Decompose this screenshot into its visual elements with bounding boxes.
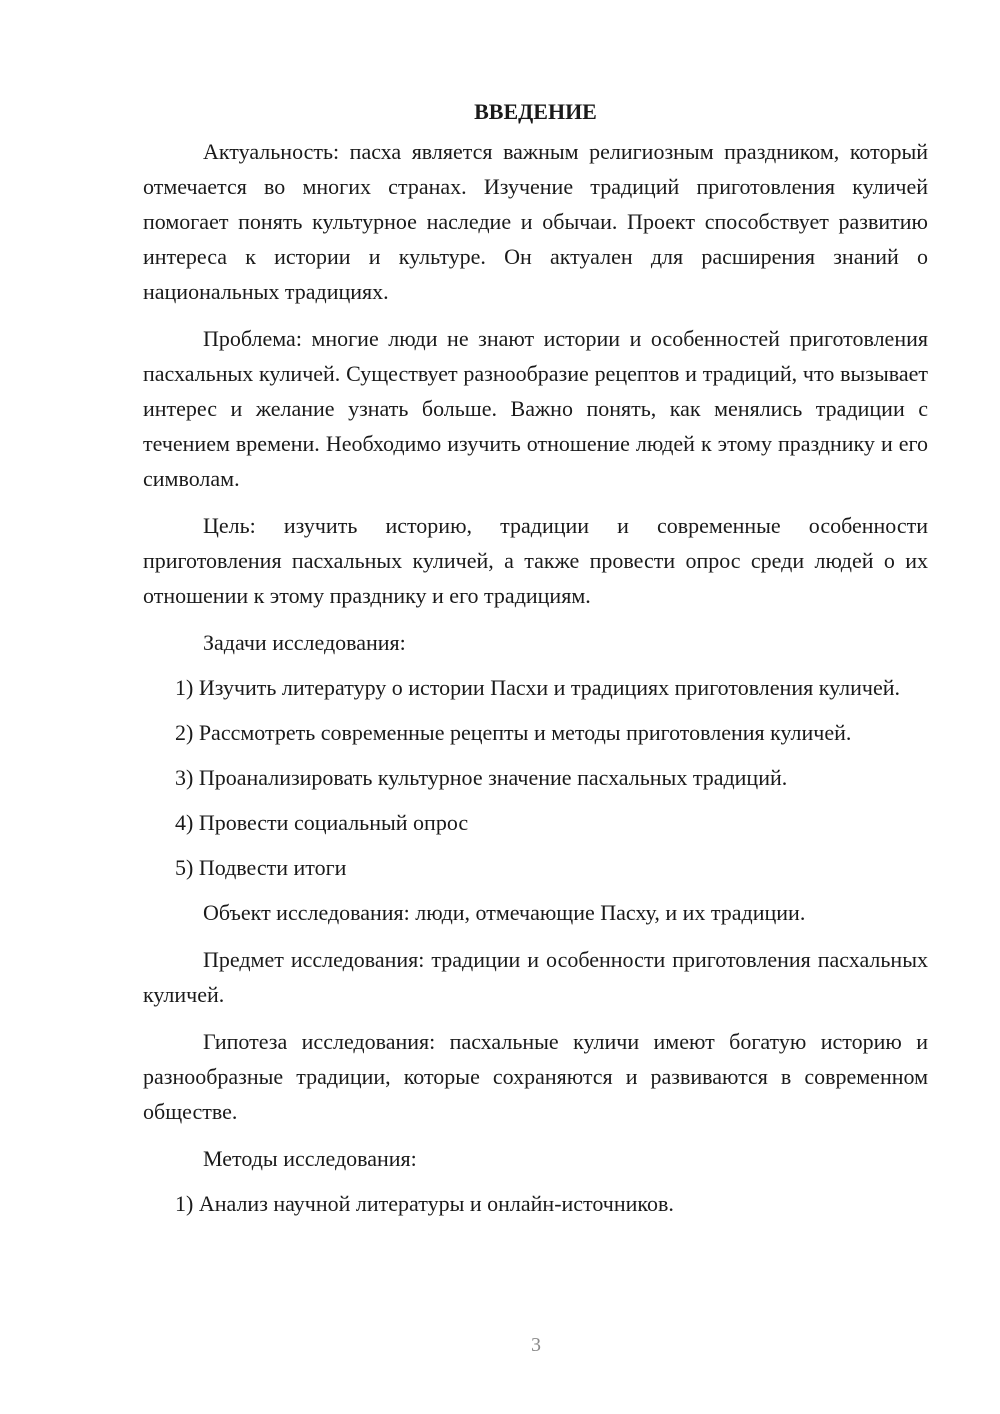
- task-item-2: 2) Рассмотреть современные рецепты и методы приготовления куличей.: [175, 720, 852, 745]
- task-item-1: 1) Изучить литературу о истории Пасхи и традициях приготовления куличей.: [175, 675, 900, 700]
- methods-label: Методы исследования:: [203, 1146, 417, 1171]
- page-number: 3: [531, 1334, 541, 1356]
- task-item-3: 3) Проанализировать культурное значение пасхальных традиций.: [175, 765, 788, 790]
- tasks-label: Задачи исследования:: [203, 630, 406, 655]
- object-paragraph: Объект исследования: люди, отмечающие Пасху, и их традиции.: [203, 900, 806, 925]
- task-item-5: 5) Подвести итоги: [175, 855, 347, 880]
- section-title: ВВЕДЕНИЕ: [474, 99, 597, 124]
- subject-paragraph: Предмет исследования: традиции и особенности приготовления пасхальных куличей.: [143, 947, 928, 1007]
- goal-paragraph: Цель: изучить историю, традиции и современные особенности приготовления пасхальных куличей, а также провести опрос среди людей о их отношении к этому празднику и его традициям.: [143, 513, 928, 608]
- hypothesis-paragraph: Гипотеза исследования: пасхальные куличи имеют богатую историю и разнообразные традиции, которые сохраняются и развиваются в современном обществе.: [143, 1029, 928, 1124]
- method-item-1: 1) Анализ научной литературы и онлайн-источников.: [175, 1191, 674, 1216]
- document-page: [143, 96, 928, 1231]
- task-item-4: 4) Провести социальный опрос: [175, 810, 469, 835]
- relevance-paragraph: Актуальность: пасха является важным религиозным праздником, который отмечается во многих странах. Изучение традиций приготовления куличей помогает понять культурное наследие и обычаи. Проект способствует развитию интереса к истории и культуре. Он актуален для расширения знаний о национальных традициях.: [143, 139, 928, 304]
- problem-paragraph: Проблема: многие люди не знают истории и особенностей приготовления пасхальных куличей. Существует разнообразие рецептов и традиций, что вызывает интерес и желание узнать больше. Важно понять, как менялись традиции с течением времени. Необходимо изучить отношение людей к этому празднику и его символам.: [143, 326, 928, 491]
